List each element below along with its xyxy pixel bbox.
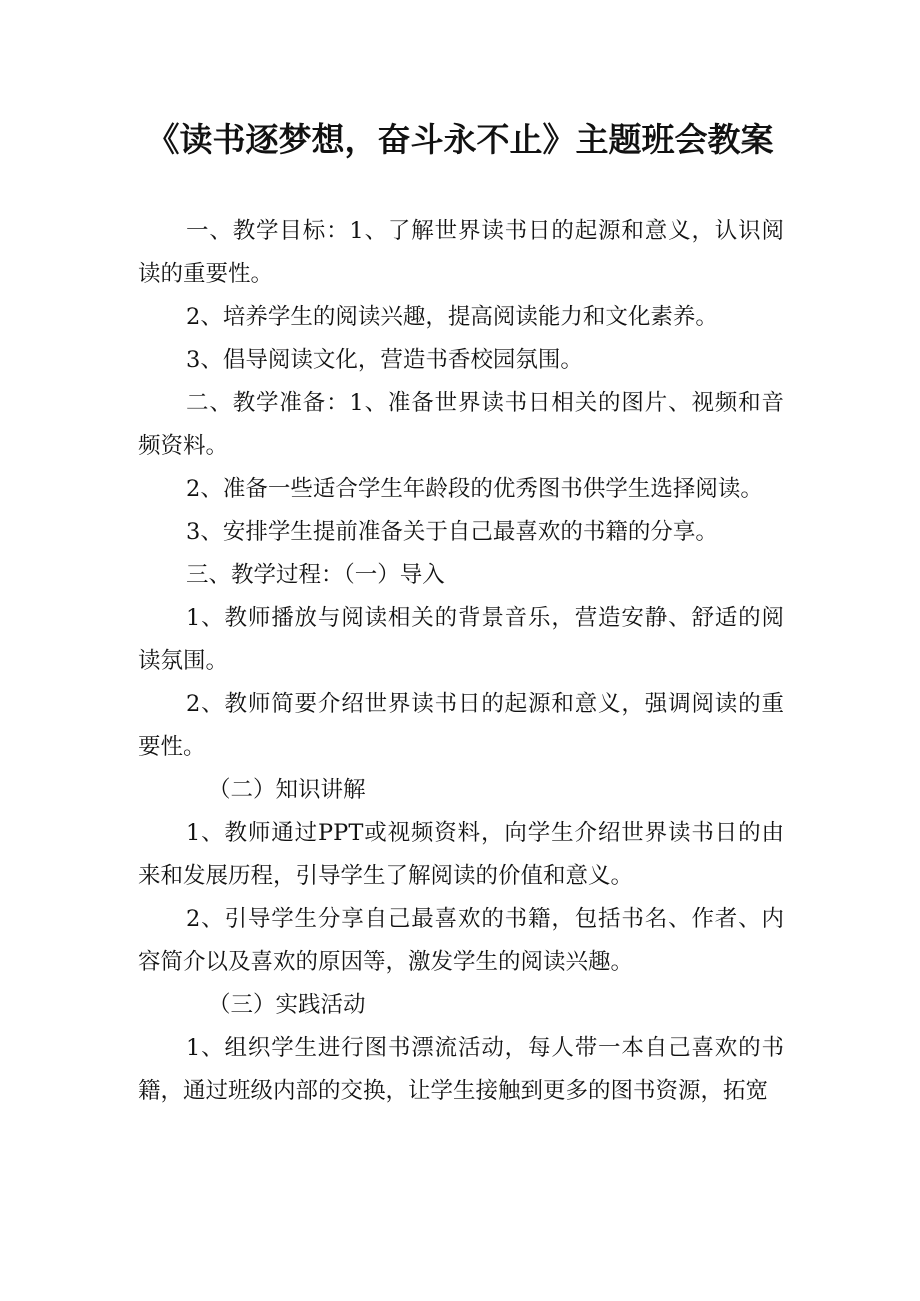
section-heading-knowledge: （二）知识讲解: [208, 777, 366, 803]
document-body: [138, 210, 784, 1113]
paragraph-prep-3: 3、安排学生提前准备关于自己最喜欢的书籍的分享。: [186, 519, 718, 545]
paragraph-prep-1: 二、教学准备：1、准备世界读书日相关的图片、视频和音频资料。: [138, 390, 784, 459]
paragraph-knowledge-1: 1、教师通过PPT或视频资料，向学生介绍世界读书日的由来和发展历程，引导学生了解阅读的价值和意义。: [138, 820, 784, 889]
paragraph-intro-1: 1、教师播放与阅读相关的背景音乐，营造安静、舒适的阅读氛围。: [138, 605, 784, 674]
paragraph-goal-3: 3、倡导阅读文化，营造书香校园氛围。: [186, 347, 583, 373]
paragraph-practice-1: 1、组织学生进行图书漂流活动，每人带一本自己喜欢的书籍，通过班级内部的交换，让学生接触到更多的图书资源，拓宽: [138, 1035, 784, 1104]
paragraph-intro-2: 2、教师简要介绍世界读书日的起源和意义，强调阅读的重要性。: [138, 691, 784, 760]
section-heading-practice: （三）实践活动: [208, 992, 366, 1018]
paragraph-knowledge-2: 2、引导学生分享自己最喜欢的书籍，包括书名、作者、内容简介以及喜欢的原因等，激发学生的阅读兴趣。: [138, 906, 784, 975]
paragraph-goal-1: 一、教学目标：1、了解世界读书日的起源和意义，认识阅读的重要性。: [138, 218, 784, 287]
document-title: 《读书逐梦想，奋斗永不止》主题班会教案: [146, 120, 774, 159]
paragraph-prep-2: 2、准备一些适合学生年龄段的优秀图书供学生选择阅读。: [186, 476, 763, 502]
paragraph-process-heading: 三、教学过程：（一）导入: [186, 562, 445, 588]
paragraph-goal-2: 2、培养学生的阅读兴趣，提高阅读能力和文化素养。: [186, 304, 718, 330]
